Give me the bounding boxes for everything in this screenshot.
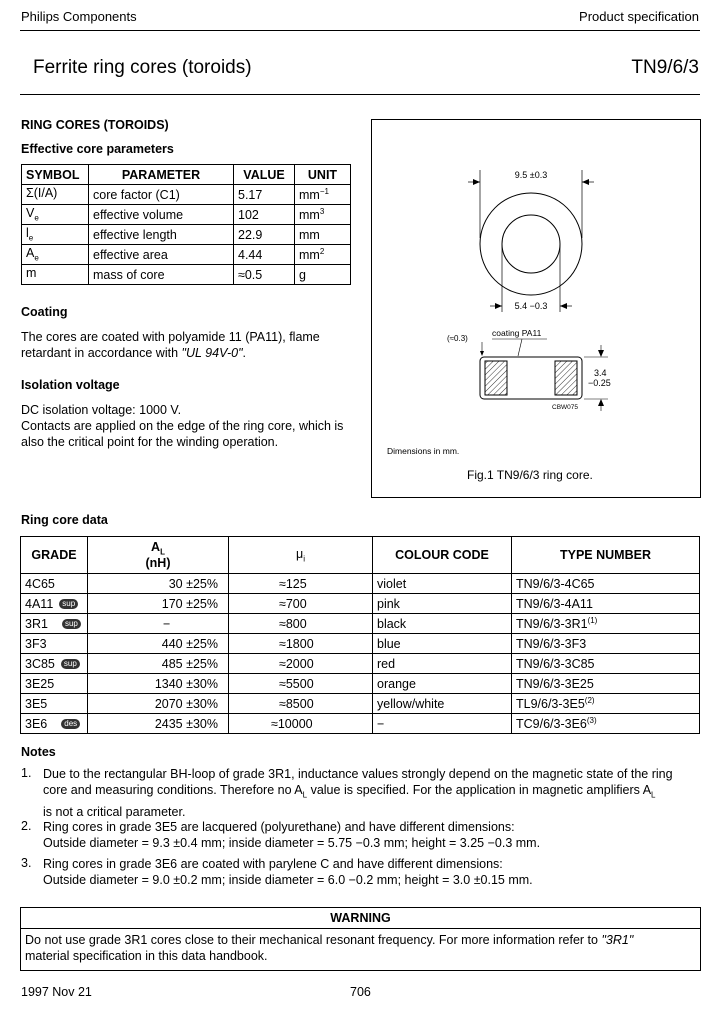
table-row	[22, 205, 351, 225]
table-row	[21, 694, 700, 714]
al-cell: 170 ±25%	[88, 594, 229, 614]
grade-cell: 3F3	[21, 634, 88, 654]
isolation-heading: Isolation voltage	[21, 378, 120, 392]
colour-cell: red	[373, 654, 512, 674]
height-tolerance: −0.25	[588, 378, 611, 388]
col-colour: COLOUR CODE	[373, 537, 512, 574]
col-symbol: SYMBOL	[22, 165, 89, 185]
mu-cell: ≈700	[229, 594, 373, 614]
status-badge: des	[61, 719, 80, 729]
grade-cell: 3R1 sup	[21, 614, 88, 634]
leader-line	[518, 339, 522, 356]
unit-cell: mm	[295, 225, 351, 245]
note-number: 2.	[21, 819, 32, 833]
header-right: Product specification	[579, 9, 699, 24]
figure-box	[371, 119, 701, 498]
al-cell: 2070 ±30%	[88, 694, 229, 714]
inner-ring-outline	[502, 215, 560, 273]
grade-cell: 3E6 des	[21, 714, 88, 734]
coating-label: coating PA11	[492, 328, 542, 338]
type-cell: TN9/6/3-4A11	[512, 594, 700, 614]
section-title: RING CORES (TOROIDS)	[21, 118, 169, 132]
ring-core-drawing	[372, 120, 700, 497]
colour-cell: blue	[373, 634, 512, 654]
type-cell: TN9/6/3-3C85	[512, 654, 700, 674]
outer-ring-outline	[480, 193, 582, 295]
part-number: TN9/6/3	[631, 57, 699, 78]
colour-cell: violet	[373, 574, 512, 594]
unit-cell: $mm^2$	[295, 245, 351, 265]
col-grade: GRADE	[21, 537, 88, 574]
symbol-cell: $V_e$	[22, 205, 89, 225]
ring-core-table	[20, 536, 700, 734]
mu-cell: ≈5500	[229, 674, 373, 694]
col-al: $A_L$ (nH)	[88, 537, 229, 574]
parameter-cell: effective length	[89, 225, 234, 245]
title-rule	[20, 94, 700, 95]
table-row	[22, 185, 351, 205]
note-2: Ring cores in grade 3E5 are lacquered (polyurethane) and have different dimensions: Outside diameter = 9.3 ±0.4 mm; inside diameter = 5.75 −0.3 mm; height = 3.25 −0.3 mm.	[43, 820, 541, 850]
mu-cell: ≈1800	[229, 634, 373, 654]
parameter-cell: effective volume	[89, 205, 234, 225]
params-header-row	[22, 165, 351, 185]
unit-cell: $mm^3$	[295, 205, 351, 225]
dimensions-note: Dimensions in mm.	[387, 446, 460, 456]
parameter-cell: mass of core	[89, 265, 234, 285]
arrow-icon	[598, 399, 604, 406]
coating-text: The cores are coated with polyamide 11 (PA11), flame retardant in accordance with "UL 94V-0".	[21, 330, 320, 360]
warning-box	[20, 907, 701, 971]
page-title: Ferrite ring cores (toroids)	[33, 57, 252, 78]
colour-cell: black	[373, 614, 512, 634]
type-cell: TC9/6/3-3E6$^{(3)}$	[512, 714, 700, 734]
core-section-right	[555, 361, 577, 395]
table-row	[21, 614, 700, 634]
colour-cell: orange	[373, 674, 512, 694]
unit-cell: g	[295, 265, 351, 285]
warning-text: Do not use grade 3R1 cores close to their mechanical resonant frequency. For more information refer to "3R1" material specification in this data handbook.	[25, 933, 634, 963]
colour-cell: −	[373, 714, 512, 734]
type-cell: TN9/6/3-4C65	[512, 574, 700, 594]
grade-cell: 3E5	[21, 694, 88, 714]
table-row	[21, 594, 700, 614]
page-number: 706	[350, 985, 371, 999]
warning-heading: WARNING	[21, 908, 700, 929]
dim-outer-label: 9.5 ±0.3	[514, 170, 548, 180]
colour-cell: yellow/white	[373, 694, 512, 714]
params-heading: Effective core parameters	[21, 142, 174, 156]
status-badge: sup	[62, 619, 81, 629]
type-cell: TN9/6/3-3F3	[512, 634, 700, 654]
col-mu: $\mu_i$	[229, 537, 373, 574]
col-value: VALUE	[234, 165, 295, 185]
arrow-icon	[560, 303, 567, 309]
table-row	[22, 245, 351, 265]
symbol-cell: $A_e$	[22, 245, 89, 265]
value-cell: 4.44	[234, 245, 295, 265]
grade-cell: 4A11 sup	[21, 594, 88, 614]
status-badge: sup	[61, 659, 80, 669]
table-row	[21, 674, 700, 694]
table-row	[21, 634, 700, 654]
value-cell: ≈0.5	[234, 265, 295, 285]
drawing-code: CBW075	[552, 404, 579, 411]
grade-cell: 3E25	[21, 674, 88, 694]
table-row	[22, 265, 351, 285]
arrow-icon	[473, 179, 480, 185]
grade-cell: 4C65	[21, 574, 88, 594]
coat-tolerance-label: (≈0.3)	[447, 334, 468, 343]
mu-cell: ≈125	[229, 574, 373, 594]
mu-cell: ≈8500	[229, 694, 373, 714]
symbol-cell: $l_e$	[22, 225, 89, 245]
notes-heading: Notes	[21, 745, 56, 759]
col-parameter: PARAMETER	[89, 165, 234, 185]
ring-data-heading: Ring core data	[21, 513, 108, 527]
isolation-text: DC isolation voltage: 1000 V. Contacts are applied on the edge of the ring core, which is also the critical point for the winding operation.	[21, 403, 344, 449]
unit-cell: $mm^{-1}$	[295, 185, 351, 205]
value-cell: 22.9	[234, 225, 295, 245]
colour-cell: pink	[373, 594, 512, 614]
arrow-icon	[480, 351, 484, 356]
dim-inner-label: 5.4 −0.3	[514, 301, 548, 311]
col-type: TYPE NUMBER	[512, 537, 700, 574]
core-section-left	[485, 361, 507, 395]
table-row	[22, 225, 351, 245]
table-row	[21, 654, 700, 674]
table-row	[21, 574, 700, 594]
al-cell: 30 ±25%	[88, 574, 229, 594]
coating-heading: Coating	[21, 305, 68, 319]
grade-cell: 3C85 sup	[21, 654, 88, 674]
note-number: 1.	[21, 766, 32, 780]
note-3: Ring cores in grade 3E6 are coated with parylene C and have different dimensions: Outside diameter = 9.0 ±0.2 mm; inside diameter = 6.0 −0.2 mm; height = 3.0 ±0.15 mm.	[43, 857, 533, 887]
value-cell: 102	[234, 205, 295, 225]
mu-cell: ≈2000	[229, 654, 373, 674]
al-cell: 2435 ±30%	[88, 714, 229, 734]
col-unit: UNIT	[295, 165, 351, 185]
symbol-cell: m	[22, 265, 89, 285]
mu-cell: ≈10000	[229, 714, 373, 734]
type-cell: TL9/6/3-3E5$^{(2)}$	[512, 694, 700, 714]
mu-cell: ≈800	[229, 614, 373, 634]
type-cell: TN9/6/3-3E25	[512, 674, 700, 694]
status-badge: sup	[59, 599, 78, 609]
table-row	[21, 714, 700, 734]
ring-header-row	[21, 537, 700, 574]
parameter-cell: core factor (C1)	[89, 185, 234, 205]
type-cell: TN9/6/3-3R1$^{(1)}$	[512, 614, 700, 634]
symbol-cell: Σ(I/A)	[22, 185, 89, 205]
footer-date: 1997 Nov 21	[21, 985, 92, 999]
header-left: Philips Components	[21, 9, 137, 24]
al-cell: 485 ±25%	[88, 654, 229, 674]
params-table	[21, 164, 351, 285]
value-cell: 5.17	[234, 185, 295, 205]
note-number: 3.	[21, 856, 32, 870]
header-rule	[20, 30, 700, 31]
al-cell: −	[88, 614, 229, 634]
arrow-icon	[598, 350, 604, 357]
arrow-icon	[582, 179, 589, 185]
figure-caption: Fig.1 TN9/6/3 ring core.	[467, 468, 593, 482]
al-cell: 440 ±25%	[88, 634, 229, 654]
arrow-icon	[495, 303, 502, 309]
al-cell: 1340 ±30%	[88, 674, 229, 694]
parameter-cell: effective area	[89, 245, 234, 265]
note-1: Due to the rectangular BH-loop of grade 3R1, inductance values strongly depend on the magnetic state of the ring core and measuring conditions. Therefore no $A_L$ value is specified. For the application in magnetic amplifiers $A_L$ is not a critical parameter.	[43, 767, 673, 819]
height-value: 3.4	[594, 368, 607, 378]
